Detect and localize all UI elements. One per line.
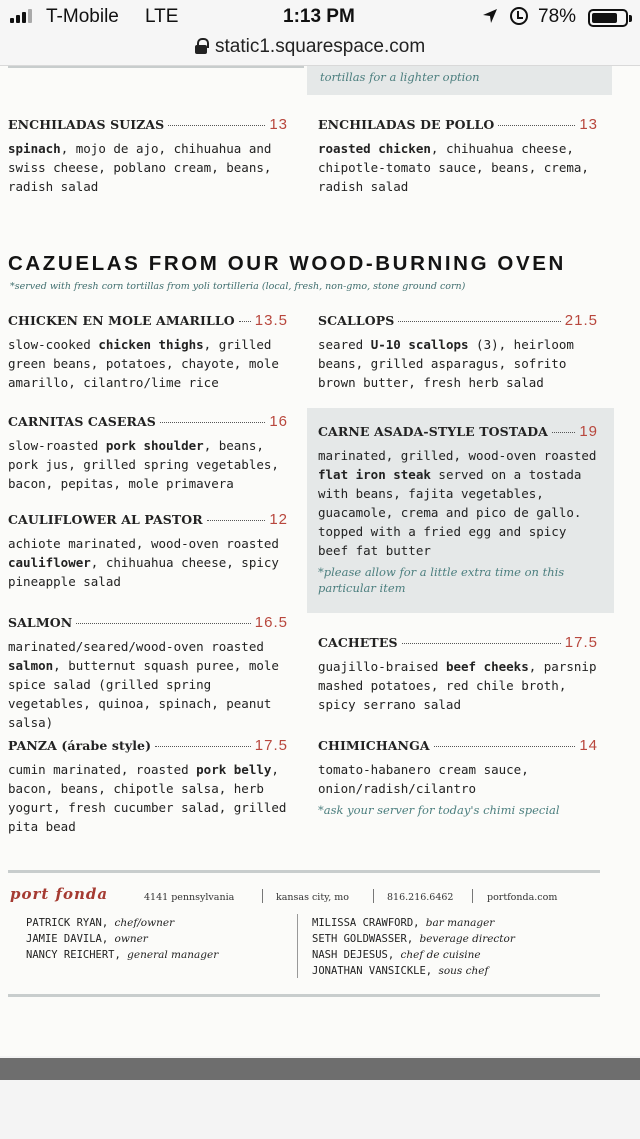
top-note: tortillas for a lighter option bbox=[320, 70, 480, 84]
item-note: *ask your server for today's chimi special bbox=[318, 803, 560, 817]
brand-logo: port fonda bbox=[10, 885, 109, 903]
item-description: cumin marinated, roasted pork belly, bacon, beans, chipotle salsa, herb yogurt, fresh cucumber salad, grilled pita bead bbox=[8, 762, 287, 834]
menu-item-carnitas bbox=[8, 413, 288, 493]
item-price: 12 bbox=[269, 511, 288, 528]
item-price: 19 bbox=[579, 423, 598, 440]
network-type: LTE bbox=[145, 6, 179, 27]
item-name: CAULIFLOWER AL PASTOR bbox=[8, 512, 203, 527]
staff-divider bbox=[297, 914, 298, 978]
location-arrow-icon bbox=[482, 8, 498, 24]
item-description: achiote marinated, wood-oven roasted cauliflower, chihuahua cheese, spicy pineapple salad bbox=[8, 536, 279, 589]
dot-leader bbox=[168, 125, 265, 126]
item-price: 17.5 bbox=[564, 634, 598, 651]
dot-leader bbox=[498, 125, 575, 126]
dot-leader bbox=[239, 321, 251, 322]
item-name: SALMON bbox=[8, 615, 73, 630]
item-price: 17.5 bbox=[254, 737, 288, 754]
cellular-signal-icon bbox=[10, 9, 32, 23]
clock: 1:13 PM bbox=[283, 6, 355, 27]
menu-item-scallops bbox=[318, 312, 598, 392]
item-name: PANZA (árabe style) bbox=[8, 738, 152, 753]
item-name: CHICKEN EN MOLE AMARILLO bbox=[8, 313, 235, 328]
page-bottom-bar bbox=[0, 1058, 640, 1080]
city: kansas city, mo bbox=[276, 892, 350, 903]
status-bar bbox=[0, 0, 640, 32]
menu-item-panza bbox=[8, 737, 288, 836]
footer-rule-bottom bbox=[8, 994, 600, 997]
battery-percentage: 78% bbox=[538, 6, 577, 27]
divider bbox=[472, 889, 473, 903]
staff-list-left bbox=[26, 915, 218, 963]
item-description: spinach, mojo de ajo, chihuahua and swiss cheese, poblano cream, beans, radish salad bbox=[8, 141, 272, 194]
staff-list-right bbox=[312, 915, 515, 979]
dot-leader bbox=[434, 746, 576, 747]
phone: 816.216.6462 bbox=[387, 892, 454, 903]
staff-entry: SETH GOLDWASSER, beverage director bbox=[312, 933, 515, 945]
menu-item-chimichanga bbox=[318, 737, 598, 818]
dot-leader bbox=[155, 746, 251, 747]
top-rule bbox=[8, 66, 304, 68]
item-price: 13 bbox=[579, 116, 598, 133]
divider bbox=[373, 889, 374, 903]
website-link[interactable]: portfonda.com bbox=[487, 892, 558, 903]
menu-item-carne-asada-tostada bbox=[318, 423, 598, 596]
item-price: 13 bbox=[269, 116, 288, 133]
carrier-name: T-Mobile bbox=[46, 6, 119, 27]
item-name: CARNE ASADA-STYLE TOSTADA bbox=[318, 424, 548, 439]
dot-leader bbox=[207, 520, 266, 521]
item-name: SCALLOPS bbox=[318, 313, 395, 328]
item-price: 16.5 bbox=[254, 614, 288, 631]
staff-entry: NANCY REICHERT, general manager bbox=[26, 949, 219, 961]
divider bbox=[262, 889, 263, 903]
address: 4141 pennsylvania bbox=[144, 892, 235, 903]
item-description: guajillo-braised beef cheeks, parsnip mashed potatoes, red chile broth, spicy serrano salad bbox=[318, 659, 597, 712]
item-name: CHIMICHANGA bbox=[318, 738, 430, 753]
item-description: slow-cooked chicken thighs, grilled green beans, potatoes, chayote, mole amarillo, cilantro/lime rice bbox=[8, 337, 279, 390]
item-name: CARNITAS CASERAS bbox=[8, 414, 156, 429]
staff-entry: NASH DEJESUS, chef de cuisine bbox=[312, 949, 481, 961]
item-description: seared U-10 scallops (3), heirloom beans, grilled asparagus, sofrito brown butter, fresh herb salad bbox=[318, 337, 574, 390]
alarm-icon bbox=[510, 7, 528, 25]
staff-entry: MILISSA CRAWFORD, bar manager bbox=[312, 917, 495, 929]
dot-leader bbox=[402, 643, 561, 644]
dot-leader bbox=[76, 623, 251, 624]
section-subtitle: *served with fresh corn tortillas from yoli tortilleria (local, fresh, non-gmo, stone ground corn) bbox=[10, 281, 466, 292]
item-description: marinated, grilled, wood-oven roasted flat iron steak served on a tostada with beans, fajita vegetables, guacamole, crema and pico de gallo. topped with a fried egg and spicy beef fat butter bbox=[318, 448, 597, 558]
menu-item-cachetes bbox=[318, 634, 598, 714]
item-price: 16 bbox=[269, 413, 288, 430]
item-description: tomato-habanero cream sauce, onion/radish/cilantro bbox=[318, 762, 529, 796]
url-text[interactable]: static1.squarespace.com bbox=[215, 36, 426, 57]
menu-item-cauliflower bbox=[8, 511, 288, 591]
item-note: *please allow for a little extra time on this particular item bbox=[318, 565, 565, 595]
item-price: 21.5 bbox=[564, 312, 598, 329]
staff-entry: JONATHAN VANSICKLE, sous chef bbox=[312, 965, 489, 977]
menu-item-salmon bbox=[8, 614, 288, 732]
item-price: 14 bbox=[579, 737, 598, 754]
menu-item-enchiladas-suizas bbox=[8, 116, 288, 196]
menu-page bbox=[0, 66, 640, 1056]
battery-icon bbox=[588, 9, 628, 27]
battery-fill bbox=[592, 13, 617, 23]
dot-leader bbox=[552, 432, 575, 433]
lock-icon bbox=[195, 38, 207, 54]
browser-bottom-area bbox=[0, 1080, 640, 1139]
menu-item-chicken-mole bbox=[8, 312, 288, 392]
item-description: slow-roasted pork shoulder, beans, pork jus, grilled spring vegetables, bacon, pepitas, mole primavera bbox=[8, 438, 279, 491]
staff-entry: PATRICK RYAN, chef/owner bbox=[26, 917, 175, 929]
browser-address-bar[interactable] bbox=[0, 32, 640, 66]
item-description: roasted chicken, chihuahua cheese, chipotle-tomato sauce, beans, crema, radish salad bbox=[318, 141, 589, 194]
item-name: CACHETES bbox=[318, 635, 398, 650]
item-name: ENCHILADAS DE POLLO bbox=[318, 117, 495, 132]
dot-leader bbox=[160, 422, 265, 423]
footer-rule-top bbox=[8, 870, 600, 873]
menu-item-enchiladas-de-pollo bbox=[318, 116, 598, 196]
dot-leader bbox=[398, 321, 560, 322]
section-title: CAZUELAS FROM OUR WOOD-BURNING OVEN bbox=[8, 252, 566, 275]
item-name: ENCHILADAS SUIZAS bbox=[8, 117, 165, 132]
item-description: marinated/seared/wood-oven roasted salmon, butternut squash puree, mole spice salad (grilled spring vegetables, quinoa, spinach, peanut salsa) bbox=[8, 639, 279, 730]
staff-entry: JAMIE DAVILA, owner bbox=[26, 933, 148, 945]
item-price: 13.5 bbox=[254, 312, 288, 329]
